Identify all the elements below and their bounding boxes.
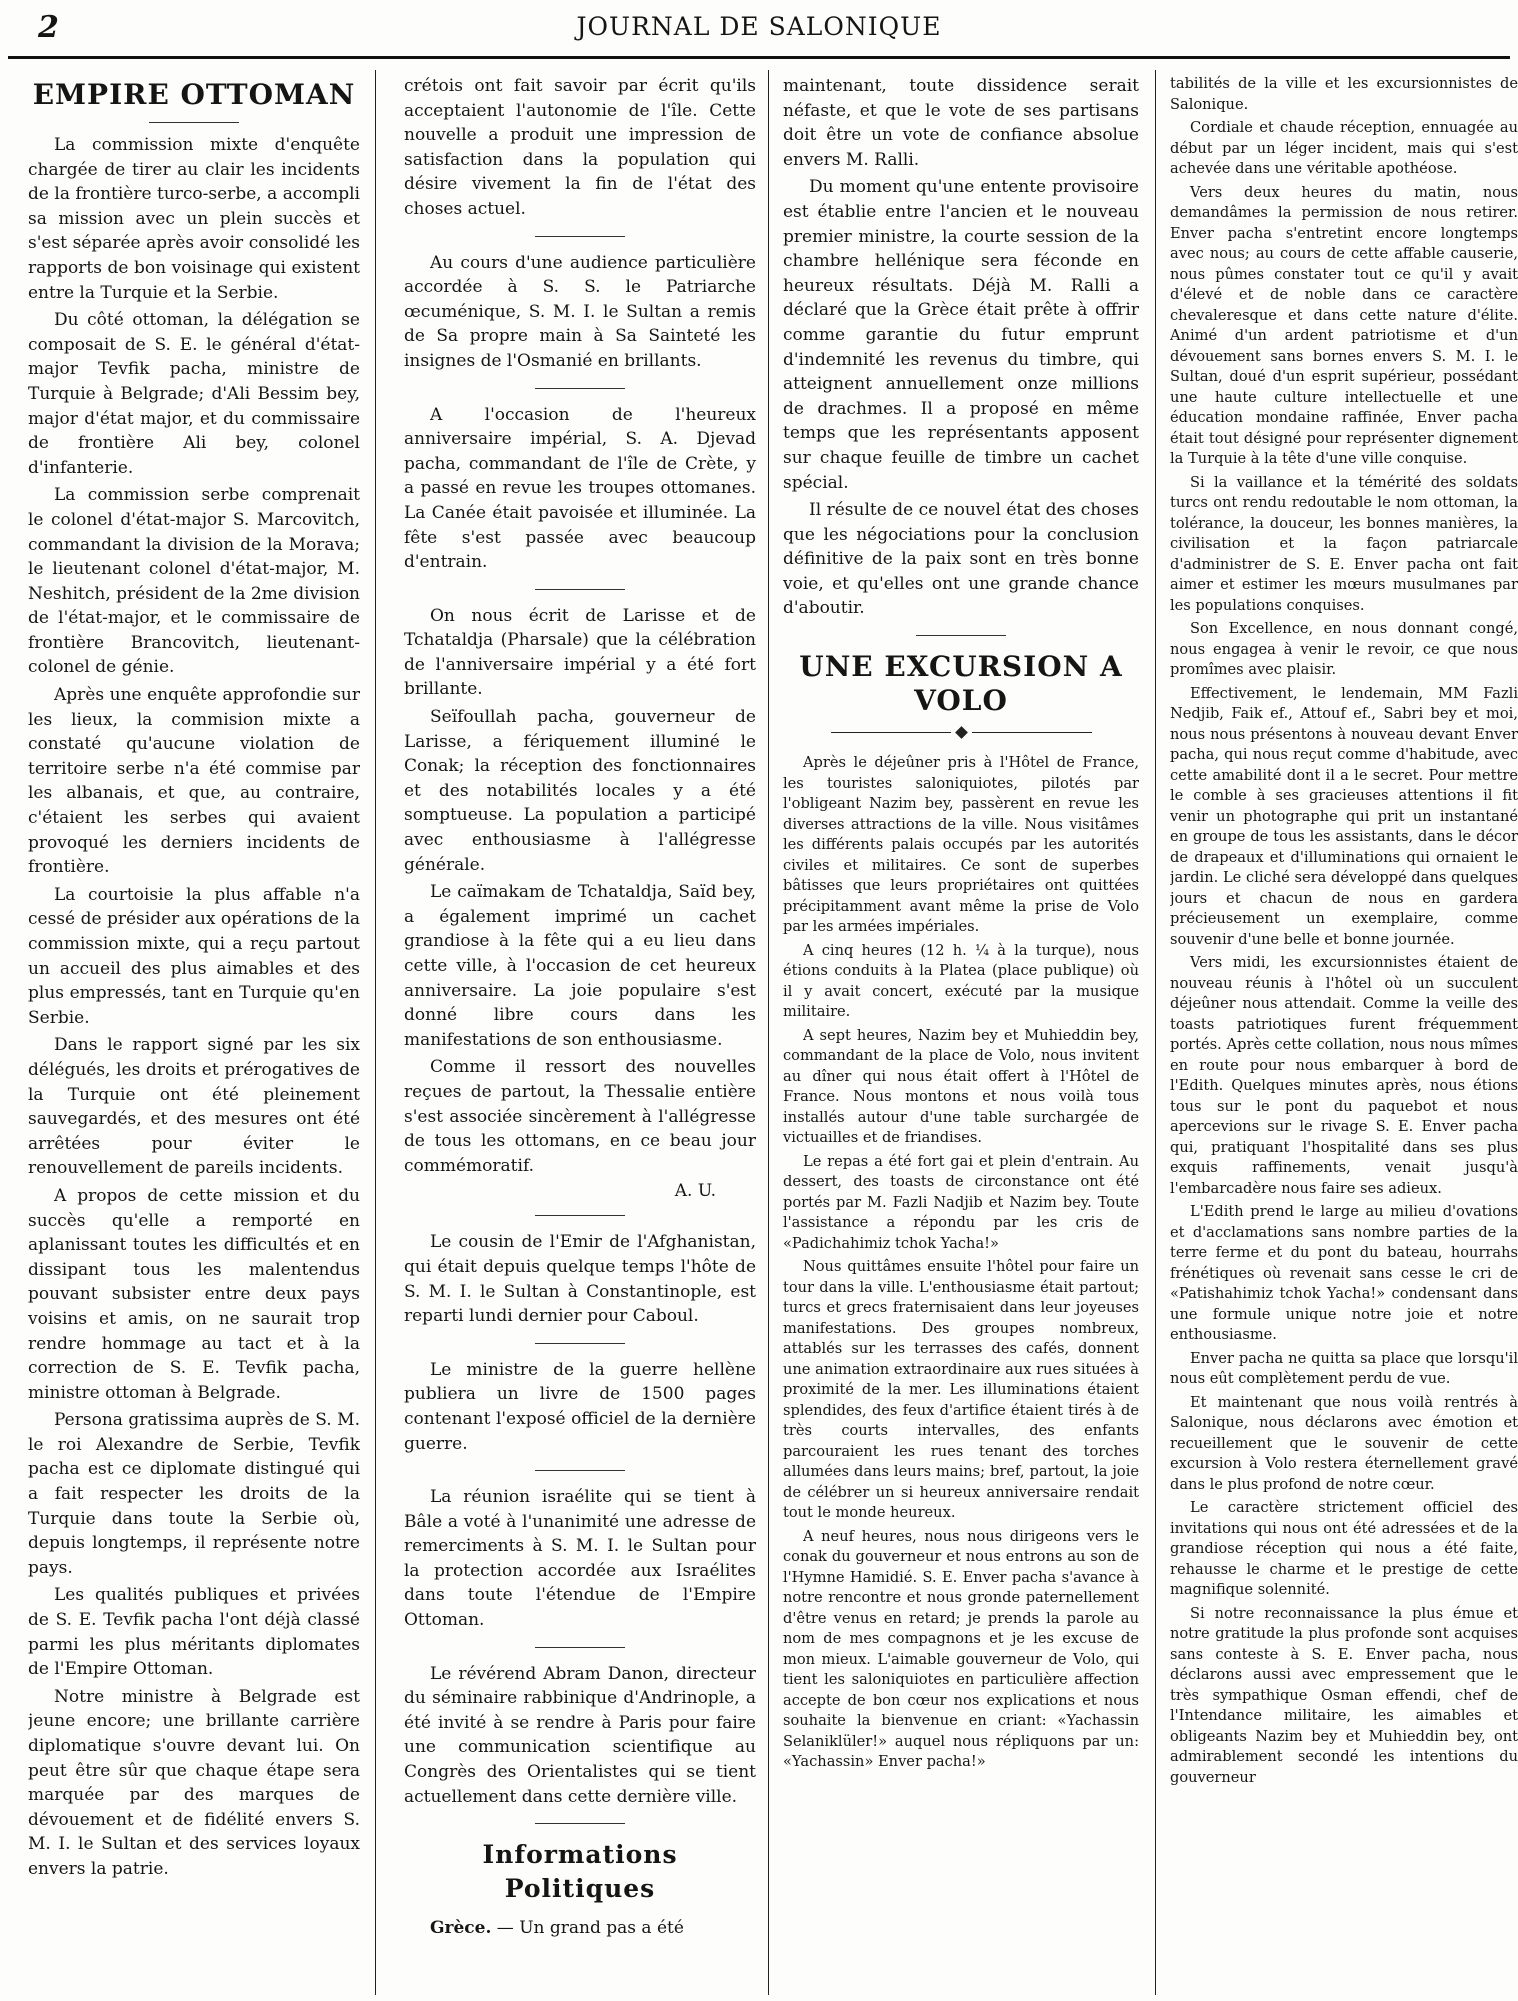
separator-rule bbox=[535, 388, 625, 389]
article-paragraph: Et maintenant que nous voilà rentrés à Salonique, nous déclarons avec émotion et recueillement que le souvenir de cette excursion à Volo restera éternellement gravé dans le plus profond de notre cœur. bbox=[1170, 1393, 1518, 1493]
column-4 bbox=[1170, 74, 1518, 1996]
article-paragraph: Les qualités publiques et privées de S. E. Tevfik pacha l'ont déjà classé parmi les plus méritants diplomates de l'Empire Ottoman. bbox=[28, 1585, 360, 1680]
section-heading-informations-politiques: Informations Politiques bbox=[482, 1840, 678, 1904]
article-paragraph: Si notre reconnaissance la plus émue et notre gratitude la plus profonde sont acquises sans conteste à S. E. Enver pacha, nous déclarons aussi avec empressement que le très sympathique Osman effendi, chef de l'Intendance militaire, les aimables et obligeants Nazim bey et Muhieddin bey, ont admirablement secondé les intentions du gouverneur bbox=[1170, 1604, 1518, 1786]
masthead-rule bbox=[8, 56, 1510, 59]
article-paragraph: Le caractère strictement officiel des invitations qui nous ont été adressées et de la grandiose réception qui nous a été faite, rehausse le charme et le prestige de cette magnifique solennité. bbox=[1170, 1499, 1518, 1598]
article-paragraph: Le ministre de la guerre hellène publiera un livre de 1500 pages contenant l'exposé officiel de la dernière guerre. bbox=[404, 1359, 756, 1454]
article-paragraph: Enver pacha ne quitta sa place que lorsqu'il nous eût complètement perdu de vue. bbox=[1170, 1349, 1518, 1387]
article-paragraph: Après une enquête approfondie sur les lieux, la commision mixte a constaté qu'aucune violation de territoire serbe n'a été commise par les albanais, et que, au contraire, c'étaient les serbes qui avaient provoqué les derniers incidents de frontière. bbox=[28, 685, 360, 878]
article-paragraph: Le caïmakam de Tchataldja, Saïd bey, a également imprimé un cachet grandiose à la fête qui a eu lieu dans cette ville, à l'occasion de cet heureux anniversaire. La joie populaire s'est donné libre cours dans les manifestations de son enthousiasme. bbox=[404, 882, 756, 1050]
section-lead: Grèce. bbox=[430, 1918, 492, 1939]
article-paragraph: Si la vaillance et la témérité des soldats turcs ont rendu redoutable le nom ottoman, la tolérance, la douceur, les bonnes manières, la civilisation et la façon patriarcale d'administrer de S. E. Enver pacha ont fait aimer et estimer les mœurs musulmanes par les populations conquises. bbox=[1170, 473, 1518, 614]
column-2 bbox=[404, 74, 756, 1996]
article-paragraph: maintenant, toute dissidence serait néfaste, et que le vote de ses partisans doit être un vote de confiance absolue envers M. Ralli. bbox=[783, 76, 1139, 170]
article-paragraph: Le repas a été fort gai et plein d'entrain. Au dessert, des toasts de circonstance ont été portés par M. Fazli Nadjib et Nazim bey. Toute l'assistance a répondu par les cris de «Padichahimiz tchok Yacha!» bbox=[783, 1152, 1139, 1252]
separator-rule bbox=[535, 1823, 625, 1824]
article-paragraph: A cinq heures (12 h. ¼ à la turque), nous étions conduits à la Platea (place publique) où il y avait concert, exécuté par la musique militaire. bbox=[783, 941, 1139, 1021]
article-paragraph: La commission serbe comprenait le colonel d'état-major S. Marcovitch, commandant la division de la Morava; le lieutenant colonel d'état-major, M. Neshitch, président de la 2me division de l'état-major, et le commissaire de frontière Brancovitch, lieutenant-colonel de génie. bbox=[28, 485, 360, 678]
signature: A. U. bbox=[674, 1181, 716, 1202]
article-paragraph: La réunion israélite qui se tient à Bâle a voté à l'unanimité une adresse de remerciments à S. M. I. le Sultan pour la protection accordée aux Israélites dans toute l'étendue de l'Empire Ottoman. bbox=[404, 1487, 756, 1631]
newspaper-title: JOURNAL DE SALONIQUE bbox=[576, 12, 942, 41]
article-paragraph: A propos de cette mission et du succès qu'elle a remporté en aplanissant toutes les difficultés et en dissipant tous les malentendus pouvant subsister entre deux pays voisins et amis, on ne saurait trop rendre hommage au tact et à la correction de S. E. Tevfik pacha, ministre ottoman à Belgrade. bbox=[28, 1185, 360, 1403]
article-paragraph: A neuf heures, nous nous dirigeons vers le conak du gouverneur et nous entrons au son de l'Hymne Hamidié. S. E. Enver pacha s'avance à notre rencontre et nous gronde paternellement d'être venus en retard; je prends la parole au nom de mes compagnons et je les excuse de mon mieux. L'aimable gouverneur de Volo, qui tient les saloniquiotes en particulière affection accepte de bon cœur nos explications et nous souhaite la bienvenue en criant: «Yachassin Selaniklüler!» auquel nous répliquons par un: «Yachassin» Enver pacha!» bbox=[783, 1527, 1139, 1771]
section-heading-excursion-volo: UNE EXCURSION A VOLO bbox=[799, 650, 1123, 718]
column-divider bbox=[768, 70, 769, 1995]
article-paragraph: Le cousin de l'Emir de l'Afghanistan, qui était depuis quelque temps l'hôte de S. M. I. le Sultan à Constantinople, est reparti lundi dernier pour Caboul. bbox=[404, 1232, 756, 1327]
separator-rule bbox=[535, 1215, 625, 1216]
article-paragraph: A sept heures, Nazim bey et Muhieddin bey, commandant de la place de Volo, nous invitent au dîner qui nous était offert à l'Hôtel de France. Nous montons et nous voilà tous installés autour d'une table surchargée de victuailles et de friandises. bbox=[783, 1026, 1139, 1147]
separator-rule bbox=[916, 635, 1006, 636]
article-paragraph: Au cours d'une audience particulière accordée à S. S. le Patriarche œcuménique, S. M. I. le Sultan a remis de Sa propre main à Sa Sainteté les insignes de l'Osmanié en brillants. bbox=[404, 252, 756, 371]
page-number: 2 bbox=[38, 10, 59, 45]
masthead bbox=[0, 0, 1518, 62]
article-paragraph: Vers deux heures du matin, nous demandâmes la permission de nous retirer. Enver pacha s'entretint encore longtemps avec nous; au cours de cette affable causerie, nous pûmes constater tout ce qu'il y avait d'élevé et de noble dans ce caractère chevaleresque et dans cette nature d'élite. Animé d'un ardent patriotisme et d'un dévouement sans bornes envers S. M. I. le Sultan, doué d'un esprit supérieur, possédant une haute culture intellectuelle et une éducation mondaine raffinée, Enver pacha était tout désigné pour représenter dignement la Turquie à la tête d'une ville conquise. bbox=[1170, 183, 1518, 467]
separator-rule bbox=[535, 1343, 625, 1344]
article-paragraph: A l'occasion de l'heureux anniversaire impérial, S. A. Djevad pacha, commandant de l'île de Crète, y a passé en revue les troupes ottomanes. La Canée était pavoisée et illuminée. La fête s'est passée avec beaucoup d'entrain. bbox=[404, 404, 756, 573]
marked-item bbox=[404, 1485, 756, 1633]
article-paragraph: On nous écrit de Larisse et de Tchataldja (Pharsale) que la célébration de l'anniversaire impérial y a été fort brillante. bbox=[404, 605, 756, 700]
article-paragraph: Il résulte de ce nouvel état des choses que les négociations pour la conclusion définitive de la paix sont en très bonne voie, et qu'elles ont une grande chance d'aboutir. bbox=[783, 500, 1139, 619]
article-paragraph: Nous quittâmes ensuite l'hôtel pour faire un tour dans la ville. L'enthousiasme était partout; turcs et grecs fraternisaient dans leur joyeuses manifestations. Des groupes nombreux, attablés sur les terrasses des cafés, donnent une animation extraordinaire aux rues situées à proximité de la mer. Les illuminations étaient splendides, des feux d'artifice étaient tirés à de très courts intervalles, des enfants parcouraient les rues tenant des torches allumées dans leurs mains; bref, partout, la joie de célébrer un si heureux anniversaire rendait tout le monde heureux. bbox=[783, 1258, 1139, 1522]
article-paragraph: Dans le rapport signé par les six délégués, les droits et prérogatives de la Turquie ont été pleinement sauvegardés, et des mesures ont été arrêtées pour éviter le renouvellement de pareils incidents. bbox=[28, 1035, 360, 1179]
section-heading-empire-ottoman: EMPIRE OTTOMAN bbox=[32, 78, 356, 111]
ornament-rule bbox=[783, 728, 1139, 737]
heading-rule bbox=[149, 122, 239, 123]
article-paragraph: Après le déjeûner pris à l'Hôtel de France, les touristes saloniquiotes, pilotés par l'obligeant Nazim bey, passèrent en revue les diverses attractions de la ville. Nous visitâmes les différents palais occupés par les autorités civiles et militaires. Ce sont de superbes bâtisses que leurs propriétaires ont quittées précipitamment avant même la prise de Volo par les armées impériales. bbox=[783, 754, 1139, 936]
article-paragraph: Du côté ottoman, la délégation se composait de S. E. le général d'état-major Tevfik pacha, ministre de Turquie à Belgrade; d'Ali Bessim bey, major d'état major, et du commissaire de frontière Ali bey, colonel d'infanterie. bbox=[28, 310, 360, 478]
article-paragraph: Du moment qu'une entente provisoire est établie entre l'ancien et le nouveau premier ministre, la courte session de la chambre hellénique sera féconde en heureux résultats. Déjà M. Ralli a déclaré que la Grèce était prête à offrir comme garantie du futur emprunt d'indemnité les revenus du timbre, qui atteignent annuellement onze millions de drachmes. Il a proposé en même temps que les représentants apposent sur chaque feuille de timbre un cachet spécial. bbox=[783, 177, 1139, 493]
marked-item bbox=[404, 1662, 756, 1810]
column-divider bbox=[1155, 70, 1156, 1995]
section-lead-text: — Un grand pas a été bbox=[491, 1918, 684, 1939]
article-paragraph: Persona gratissima auprès de S. M. le roi Alexandre de Serbie, Tevfik pacha est ce diplomate distingué qui a fait respecter les droits de la Turquie dans toute la Serbie où, depuis longtemps, il représente notre pays. bbox=[28, 1410, 360, 1578]
column-1 bbox=[28, 74, 360, 1996]
separator-rule bbox=[535, 589, 625, 590]
article-paragraph: Notre ministre à Belgrade est jeune encore; une brillante carrière diplomatique s'ouvre devant lui. On peut être sûr que chaque étape sera marquée par des marques de dévouement et de fidélité envers S. M. I. le Sultan et des services loyaux envers la patrie. bbox=[28, 1686, 360, 1879]
article-paragraph: Comme il ressort des nouvelles reçues de partout, la Thessalie entière s'est associée sincèrement à l'allégresse de tous les ottomans, en ce beau jour commémoratif. bbox=[404, 1057, 756, 1176]
article-paragraph: crétois ont fait savoir par écrit qu'ils acceptaient l'autonomie de l'île. Cette nouvelle a produit une impression de satisfaction dans la population qui désire vivement la fin de l'état des choses actuel. bbox=[404, 76, 756, 219]
article-paragraph: La commission mixte d'enquête chargée de tirer au clair les incidents de la frontière turco-serbe, a accompli sa mission avec un plein succès et s'est séparée après avoir consolidé les rapports de bon voisinage qui existent entre la Turquie et la Serbie. bbox=[28, 135, 360, 303]
article-paragraph: L'Edith prend le large au milieu d'ovations et d'acclamations sans nombre parties de la terre ferme et du pont du bateau, hourrahs frénétiques où revenait sans cesse le cri de «Patishahimiz tchok Yacha!» condensant dans une formule unique notre joie et notre enthousiasme. bbox=[1170, 1203, 1518, 1343]
article-paragraph: La courtoisie la plus affable n'a cessé de présider aux opérations de la commission mixte, qui a reçu partout un accueil des plus aimables et des plus empressés, tant en Turquie qu'en Serbie. bbox=[28, 884, 360, 1028]
article-paragraph: Seïfoullah pacha, gouverneur de Larisse, a fériquement illuminé le Conak; la réception des fonctionnaires et des notabilités locales y a été somptueuse. La population a participé avec enthousiasme à l'allégresse générale. bbox=[404, 707, 756, 875]
article-paragraph: Vers midi, les excursionnistes étaient de nouveau réunis à l'hôtel où un succulent déjeûner nous attendait. Comme la veille des toasts patriotiques furent fréquemment portés. Après cette collation, nous nous mîmes en route pour nous embarquer à bord de l'Edith. Quelques minutes après, nous étions tous sur le pont du paquebot et nous apercevions sur le rivage S. E. Enver pacha qui, pratiquant l'hospitalité dans ses plus exquis raffinements, venait jusqu'à l'embarcadère nous faire ses adieux. bbox=[1170, 954, 1518, 1197]
article-paragraph: Son Excellence, en nous donnant congé, nous engagea à venir le revoir, ce que nous promîmes avec plaisir. bbox=[1170, 620, 1518, 678]
article-paragraph: tabilités de la ville et les excursionnistes de Salonique. bbox=[1170, 75, 1518, 113]
column-divider bbox=[375, 70, 376, 1995]
article-paragraph: Le révérend Abram Danon, directeur du séminaire rabbinique d'Andrinople, a été invité à se rendre à Paris pour faire une communication scientifique au Congrès des Orientalistes qui se tient actuellement dans cette dernière ville. bbox=[404, 1663, 756, 1807]
separator-rule bbox=[535, 1470, 625, 1471]
article-paragraph: Effectivement, le lendemain, MM Fazli Nedjib, Faik ef., Attouf ef., Sabri bey et moi, nous nous présentons à nouveau devant Enver pacha, qui nous reçut comme d'habitude, avec cette amabilité dont il a le secret. Pour mettre le comble à ses gracieuses attentions il fit venir un photographe qui prit un instantané en groupe de tous les assistants, dans le décor de drapeaux et d'illuminations qui ornaient le jardin. Le cliché sera développé dans quelques jours et chacun de nous en gardera précieusement un exemplaire, comme souvenir d'une belle et bonne journée. bbox=[1170, 684, 1518, 948]
separator-rule bbox=[535, 236, 625, 237]
separator-rule bbox=[535, 1647, 625, 1648]
column-3 bbox=[783, 74, 1139, 1996]
article-paragraph: Cordiale et chaude réception, ennuagée au début par un léger incident, mais qui s'est achevée dans une véritable apothéose. bbox=[1170, 119, 1518, 177]
